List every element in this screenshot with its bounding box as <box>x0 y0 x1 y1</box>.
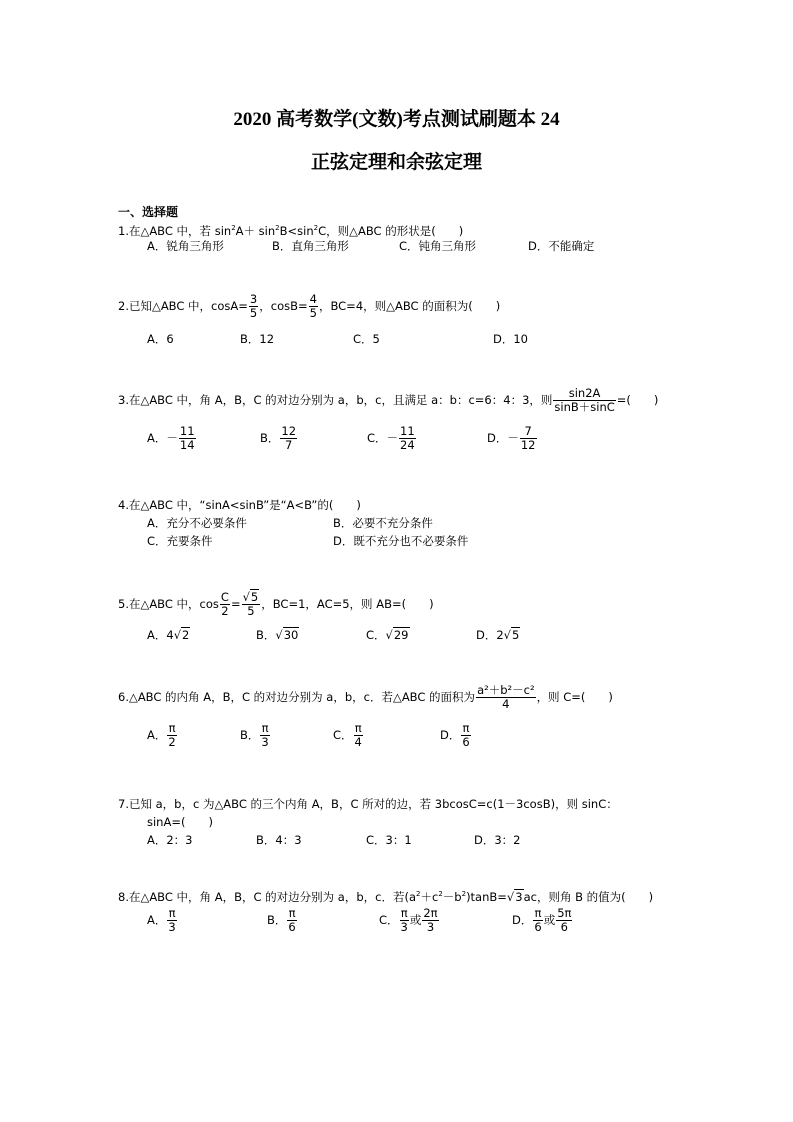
fraction-denominator: sinB＋sinC <box>554 400 615 414</box>
fraction-numerator: √5 <box>242 590 259 604</box>
option-label: D． <box>440 728 461 742</box>
fraction-numerator: 11 <box>400 424 415 438</box>
or-word: 或 <box>543 913 556 927</box>
q7-option-c: C．3：1 <box>366 833 412 847</box>
option-fraction <box>461 722 470 749</box>
page-subtitle: 正弦定理和余弦定理 <box>310 152 482 173</box>
q6-option-b <box>240 722 271 749</box>
q3-text-post: =( ) <box>616 393 659 407</box>
question-7-line-1: 7.已知 a，b，c 为△ABC 的三个内角 A，B，C 所对的边，若 3bcosC=c(1－3cosB)，则 sinC： <box>118 797 618 811</box>
q8-text-mid2: －b <box>442 890 462 904</box>
fraction-denominator: 5 <box>247 604 255 618</box>
q8-option-c <box>379 907 440 934</box>
fraction-denominator: 7 <box>285 438 293 452</box>
equals-sign: = <box>230 597 241 611</box>
q1-option-d: D．不能确定 <box>528 239 595 253</box>
q1-exponent: 2 <box>275 224 280 232</box>
q5-option-c: C．√29 <box>366 628 409 642</box>
option-fraction <box>167 722 176 749</box>
fraction-denominator: 3 <box>400 920 408 934</box>
q5-fraction-root <box>242 591 261 618</box>
fraction-denominator: 2 <box>168 735 176 749</box>
fraction-numerator: π <box>168 721 176 735</box>
q8-text-mid1: ＋c <box>420 890 439 904</box>
q4-option-b: B．必要不充分条件 <box>333 516 433 530</box>
q3-option-d <box>487 425 538 452</box>
q8-option-d <box>512 907 573 934</box>
option-fraction <box>422 907 438 934</box>
fraction-numerator: 5π <box>557 906 572 920</box>
q1-exponent: 2 <box>313 224 319 232</box>
q5-option-d: D．2√5 <box>476 628 520 642</box>
option-fraction <box>556 907 572 934</box>
q6-option-d <box>440 722 472 749</box>
option-label: B． <box>260 431 280 445</box>
q8-exponent: 2 <box>438 890 443 898</box>
option-label: B． <box>240 728 260 742</box>
fraction-numerator: C <box>220 590 229 604</box>
q2-option-b: B．12 <box>240 332 275 346</box>
q5-option-a: A．4√2 <box>147 628 190 642</box>
q6-text-pre: 6.△ABC 的内角 A，B，C 的对边分别为 a，b，c．若△ABC 的面积为 <box>118 690 476 704</box>
q1-text-post: C，则△ABC 的形状是( ) <box>318 224 464 238</box>
question-4: 4.在△ABC 中，“sinA<sinB”是“A<B”的( ) <box>118 498 361 512</box>
q7-option-b: B．4：3 <box>256 833 302 847</box>
fraction-denominator: 3 <box>168 920 176 934</box>
question-1 <box>118 221 463 238</box>
q1-option-c: C．钝角三角形 <box>399 239 477 253</box>
question-2 <box>118 293 500 320</box>
option-label: B． <box>267 913 287 927</box>
q2-text-mid: ，cosB= <box>259 299 308 313</box>
q8-text-mid3: )tanB= <box>466 890 507 904</box>
option-fraction <box>520 425 537 452</box>
q1-text-pre: 1.在△ABC 中，若 sin <box>118 224 232 238</box>
q4-option-a: A．充分不必要条件 <box>147 516 247 530</box>
q8-option-b <box>267 907 298 934</box>
fraction-numerator: 12 <box>281 424 297 438</box>
q1-option-a: A．锐角三角形 <box>147 239 224 253</box>
fraction-denominator: 5 <box>249 306 258 320</box>
fraction-denominator: 12 <box>520 438 536 452</box>
fraction-numerator: 4 <box>309 292 317 306</box>
q2-fraction-cosB <box>309 293 318 320</box>
fraction-numerator: 2π <box>423 906 438 920</box>
q8-text-post: ac，则角 B 的值为( ) <box>523 890 654 904</box>
question-6 <box>118 684 613 711</box>
fraction-denominator: 24 <box>400 438 415 452</box>
q2-text-pre: 2.已知△ABC 中，cosA= <box>118 299 248 313</box>
q1-text-mid1: A＋ sin <box>235 224 276 238</box>
fraction-numerator: π <box>400 906 408 920</box>
radicand: 2 <box>182 628 190 642</box>
q3-option-a <box>147 425 197 452</box>
q2-option-d: D．10 <box>493 332 528 346</box>
fraction-denominator: 4 <box>354 735 362 749</box>
q2-text-post: ，BC=4，则△ABC 的面积为( ) <box>318 299 501 313</box>
fraction-numerator: 3 <box>249 292 258 306</box>
fraction-numerator: 11 <box>179 424 195 438</box>
option-label: A．－ <box>147 431 178 445</box>
or-word: 或 <box>409 913 422 927</box>
option-label: B． <box>256 628 276 642</box>
fraction-numerator: π <box>462 721 470 735</box>
option-fraction <box>280 425 297 452</box>
fraction-denominator: 4 <box>502 697 510 711</box>
q5-text-post: ，BC=1，AC=5，则 AB=( ) <box>261 597 434 611</box>
fraction-denominator: 6 <box>462 735 470 749</box>
q3-text-pre: 3.在△ABC 中，角 A，B，C 的对边分别为 a，b，c，且满足 a：b：c=6：4：3，则 <box>118 393 553 407</box>
q1-text-mid2: B<sin <box>279 224 314 238</box>
fraction-numerator: 7 <box>520 425 537 439</box>
q2-fraction-cosA <box>249 293 258 320</box>
option-label: A． <box>147 728 167 742</box>
option-label: D．－ <box>487 431 519 445</box>
fraction-denominator: 6 <box>560 920 568 934</box>
q7-option-a: A．2：3 <box>147 833 193 847</box>
fraction-denominator: 3 <box>261 735 269 749</box>
option-fraction <box>354 722 363 749</box>
page-title: 2020 高考数学(文数)考点测试刷题本 24 <box>233 109 560 130</box>
q5-fraction-half-angle <box>220 591 230 618</box>
q3-fraction <box>553 387 615 414</box>
section-heading: 一、选择题 <box>118 205 179 219</box>
q3-option-b <box>260 425 298 452</box>
q8-text-pre: 8.在△ABC 中，角 A，B，C 的对边分别为 a，b，c．若(a <box>118 890 417 904</box>
option-fraction <box>287 907 296 934</box>
q2-option-a: A．6 <box>147 332 174 346</box>
option-label: C． <box>366 628 386 642</box>
q4-option-d: D．既不充分也不必要条件 <box>333 534 469 548</box>
option-label: C． <box>333 728 353 742</box>
fraction-denominator: 2 <box>221 604 229 618</box>
question-7-line-2: sinA=( ) <box>147 815 213 829</box>
fraction-denominator: 6 <box>288 920 296 934</box>
fraction-numerator: π <box>288 906 296 920</box>
radicand: 5 <box>250 590 259 604</box>
fraction-denominator: 5 <box>309 306 317 320</box>
question-8: 8.在△ABC 中，角 A，B，C 的对边分别为 a，b，c．若$(a^2+c^2-b^2)\tan B=√3ac$，则角 B 的值为( ) <box>118 890 654 904</box>
question-3 <box>118 387 658 414</box>
option-fraction <box>167 907 176 934</box>
option-fraction <box>260 722 269 749</box>
option-fraction <box>400 907 409 934</box>
radicand: 5 <box>512 628 520 642</box>
option-label: A．4 <box>147 628 174 642</box>
fraction-numerator: sin2A <box>553 387 615 401</box>
q1-exponent: 2 <box>231 224 236 232</box>
fraction-denominator: 3 <box>426 920 435 934</box>
fraction-numerator: a²＋b²－c² <box>477 683 535 697</box>
question-5 <box>118 591 434 618</box>
q1-option-b: B．直角三角形 <box>272 239 349 253</box>
fraction-numerator: π <box>168 906 176 920</box>
q4-option-c: C．充要条件 <box>147 534 213 548</box>
q5-text-pre: 5.在△ABC 中，cos <box>118 597 219 611</box>
fraction-denominator: 14 <box>179 438 195 452</box>
option-label: D． <box>512 913 533 927</box>
option-label: D．2 <box>476 628 504 642</box>
option-label: C．－ <box>367 431 399 445</box>
radicand: 29 <box>393 628 409 642</box>
q6-text-post: ，则 C=( ) <box>536 690 613 704</box>
option-fraction <box>533 907 542 934</box>
radicand: 3 <box>515 890 523 904</box>
fraction-numerator: π <box>534 906 542 920</box>
q3-option-c <box>367 425 417 452</box>
option-label: C． <box>379 913 399 927</box>
q7-option-d: D．3：2 <box>474 833 521 847</box>
radicand: 30 <box>283 628 299 642</box>
option-fraction <box>399 425 416 452</box>
q8-exponent: 2 <box>461 890 467 898</box>
q6-option-c <box>333 722 364 749</box>
fraction-numerator: π <box>261 721 269 735</box>
fraction-numerator: π <box>354 721 362 735</box>
q6-option-a <box>147 722 178 749</box>
q8-option-a <box>147 907 178 934</box>
q2-option-c: C．5 <box>353 332 380 346</box>
q5-option-b: B．√30 <box>256 628 299 642</box>
q8-exponent: 2 <box>416 890 421 898</box>
option-label: A． <box>147 913 167 927</box>
fraction-denominator: 6 <box>534 920 542 934</box>
q6-fraction <box>476 684 536 711</box>
option-fraction <box>179 425 196 452</box>
